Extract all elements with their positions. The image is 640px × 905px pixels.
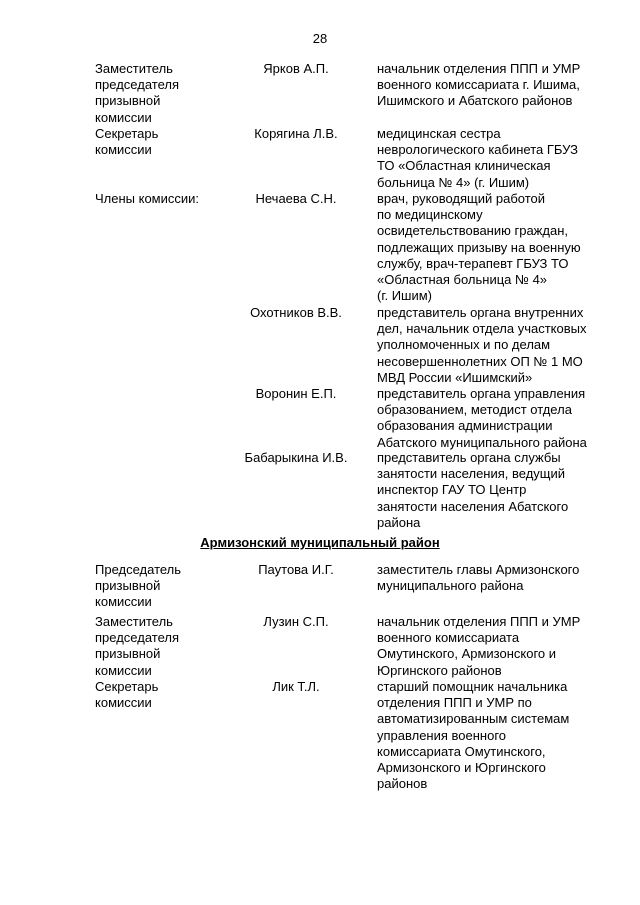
member-description: начальник отделения ППП и УМР военного комиссариата Омутинского, Армизонского и Юргинского районов bbox=[377, 614, 581, 678]
member-description: представитель органа службы занятости населения, ведущий инспектор ГАУ ТО Центр занятости населения Абатского района bbox=[377, 450, 569, 530]
member-name: Лик Т.Л. bbox=[272, 679, 320, 694]
member-name: Лузин С.П. bbox=[263, 614, 329, 629]
member-description: представитель органа управления образованием, методист отдела образования администрации Абатского муниципального района bbox=[377, 386, 587, 450]
member-name: Корягина Л.В. bbox=[254, 126, 338, 141]
member-name: Ярков А.П. bbox=[263, 61, 329, 76]
member-name: Охотников В.В. bbox=[250, 305, 342, 320]
member-description: начальник отделения ППП и УМР военного комиссариата г. Ишима, Ишимского и Абатского районов bbox=[377, 61, 581, 109]
member-role: Секретарь комиссии bbox=[95, 679, 159, 711]
member-description: заместитель главы Армизонского муниципального района bbox=[377, 562, 580, 594]
member-name: Бабарыкина И.В. bbox=[244, 450, 348, 465]
member-role: Председатель призывной комиссии bbox=[95, 562, 182, 610]
member-name: Воронин Е.П. bbox=[255, 386, 337, 401]
member-name: Нечаева С.Н. bbox=[255, 191, 337, 206]
section-heading: Армизонский муниципальный район bbox=[200, 535, 440, 550]
member-description: врач, руководящий работой по медицинскому освидетельствованию граждан, подлежащих призыву на военную службу, врач-терапевт ГБУЗ ТО «Областная больница № 4» (г. Ишим) bbox=[377, 191, 581, 304]
member-description: медицинская сестра неврологического кабинета ГБУЗ ТО «Областная клиническая больница № 4» (г. Ишим) bbox=[377, 126, 578, 190]
page-number: 28 bbox=[312, 31, 328, 46]
member-name: Паутова И.Г. bbox=[258, 562, 334, 577]
member-role: Секретарь комиссии bbox=[95, 126, 159, 158]
member-role: Заместитель председателя призывной комиссии bbox=[95, 61, 180, 125]
member-role: Заместитель председателя призывной комиссии bbox=[95, 614, 180, 678]
member-role: Члены комиссии: bbox=[95, 191, 200, 206]
member-description: старший помощник начальника отделения ППП и УМР по автоматизированным системам управления военного комиссариата Омутинского, Армизонского и Юргинского районов bbox=[377, 679, 570, 792]
member-description: представитель органа внутренних дел, начальник отдела участковых уполномоченных и по делам несовершеннолетних ОП № 1 МО МВД России «Ишимский» bbox=[377, 305, 587, 385]
